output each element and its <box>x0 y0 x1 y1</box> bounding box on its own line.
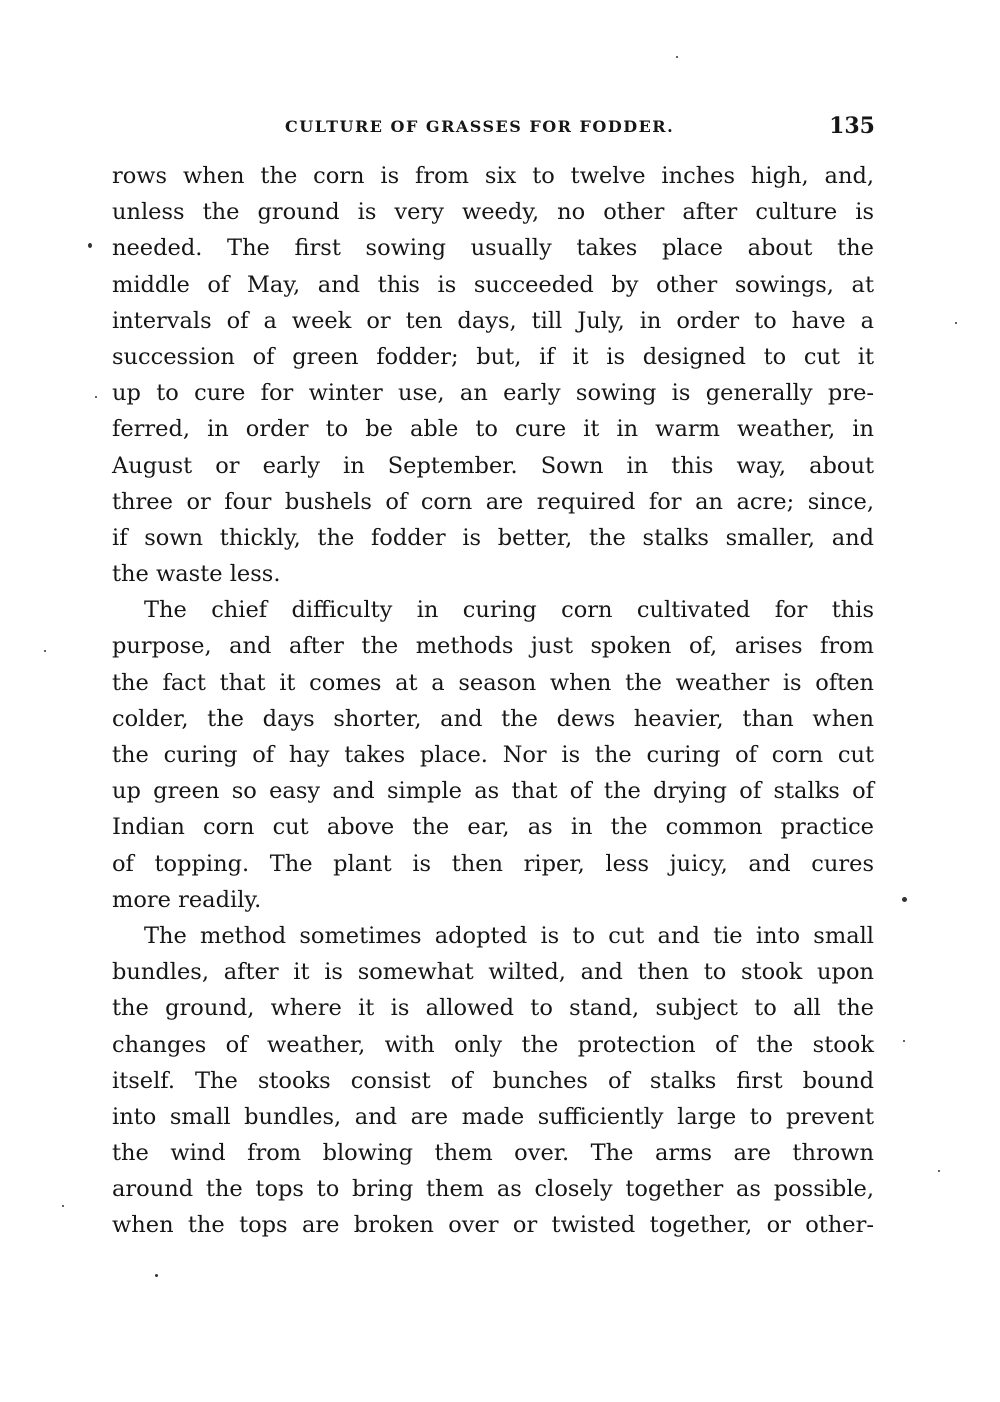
scan-speck <box>955 322 957 324</box>
text-line: up to cure for winter use, an early sowing is generally pre- <box>112 380 874 407</box>
text-line: The chief difficulty in curing corn cultivated for this <box>144 597 874 624</box>
text-line: ferred, in order to be able to cure it in warm weather, in <box>112 416 874 443</box>
text-line: middle of May, and this is succeeded by other sowings, at <box>112 271 874 298</box>
scan-speck <box>903 1040 905 1042</box>
paragraph <box>112 158 874 592</box>
scan-speck <box>95 396 97 398</box>
text-line: The method sometimes adopted is to cut and tie into small <box>144 922 874 949</box>
text-line: purpose, and after the methods just spoken of, arises from <box>112 633 874 660</box>
text-line: rows when the corn is from six to twelve inches high, and, <box>112 163 874 189</box>
text-line: the wind from blowing them over. The arms are thrown <box>112 1140 874 1167</box>
text-line: the curing of hay takes place. Nor is the curing of corn cut <box>112 742 874 768</box>
scan-speck <box>155 1274 158 1277</box>
page-header <box>110 113 875 143</box>
text-line: changes of weather, with only the protection of the stook <box>112 1031 874 1058</box>
scan-speck <box>88 243 92 248</box>
text-line: August or early in September. Sown in this way, about <box>112 452 874 479</box>
text-line: of topping. The plant is then riper, less juicy, and cures <box>112 850 874 877</box>
scan-speck <box>902 897 907 902</box>
text-line: unless the ground is very weedy, no other after culture is <box>112 199 874 226</box>
text-line: around the tops to bring them as closely together as possible, <box>112 1176 874 1203</box>
text-line: colder, the days shorter, and the dews heavier, than when <box>112 705 874 732</box>
text-line: itself. The stooks consist of bunches of stalks first bound <box>112 1067 874 1094</box>
paragraph <box>112 918 874 1244</box>
page-number: 135 <box>829 113 875 139</box>
body-text <box>112 158 874 1244</box>
text-line: more readily. <box>112 886 262 913</box>
text-line: bundles, after it is somewhat wilted, and then to stook upon <box>112 959 874 986</box>
text-line: needed. The first sowing usually takes place about the <box>112 235 874 262</box>
text-line: Indian corn cut above the ear, as in the common practice <box>112 814 874 841</box>
scan-speck <box>676 56 678 58</box>
scan-speck <box>938 1170 940 1172</box>
text-line: three or four bushels of corn are required for an acre; since, <box>112 488 874 515</box>
paragraph <box>112 592 874 918</box>
text-line: the waste less. <box>112 561 281 588</box>
text-line: into small bundles, and are made sufficiently large to prevent <box>112 1103 874 1130</box>
text-line: when the tops are broken over or twisted together, or other- <box>112 1212 874 1239</box>
text-line: succession of green fodder; but, if it is designed to cut it <box>112 343 874 370</box>
text-line: the ground, where it is allowed to stand, subject to all the <box>112 995 874 1022</box>
text-line: up green so easy and simple as that of the drying of stalks of <box>112 778 874 805</box>
scan-speck <box>44 650 46 652</box>
text-line: the fact that it comes at a season when the weather is often <box>112 669 874 696</box>
scan-speck <box>62 1205 64 1207</box>
text-line: if sown thickly, the fodder is better, the stalks smaller, and <box>112 524 874 551</box>
running-head: CULTURE OF GRASSES FOR FODDER. <box>285 117 675 136</box>
text-line: intervals of a week or ten days, till July, in order to have a <box>112 307 874 334</box>
